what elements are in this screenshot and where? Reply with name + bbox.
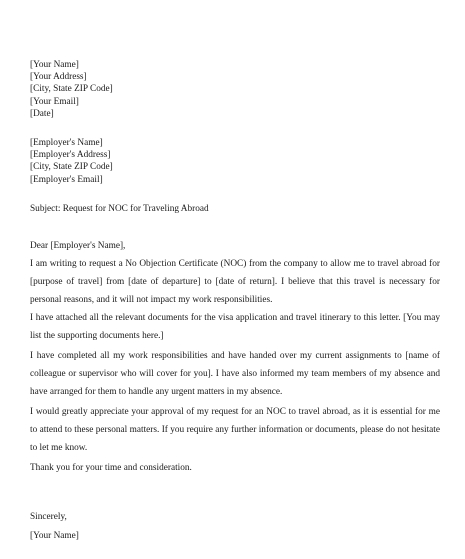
sender-city-state-zip: [City, State ZIP Code] [30, 84, 113, 95]
paragraph-text: I have completed all my work responsibilities and have handed over my current assignments to [name of colleague or supervisor who will cover for you]. I have also informed my team members of my absence and have arranged for them to handle any urgent matters in my absence. [30, 351, 440, 398]
sender-name: [Your Name] [30, 60, 79, 70]
recipient-email: [Employer's Email] [30, 174, 103, 185]
body-paragraph-1 [30, 255, 440, 310]
body-paragraph-3 [30, 347, 440, 402]
salutation-text: Dear [Employer's Name], [30, 241, 126, 251]
body-paragraph-2 [30, 309, 440, 345]
recipient-city-state-zip: [City, State ZIP Code] [30, 162, 113, 173]
sender-address: [Your Address] [30, 72, 87, 83]
recipient-address: [Employer's Address] [30, 150, 111, 161]
subject-text: Subject: Request for NOC for Traveling Abroad [30, 204, 209, 214]
paragraph-text: I would greatly appreciate your approval of my request for an NOC to travel abroad, as it is essential for me to attend to these personal matters. If you require any further information or documents, please do not hesitate to let me know. [30, 407, 440, 454]
salutation [30, 240, 440, 252]
signature [30, 530, 440, 542]
closing-text: Sincerely, [30, 512, 67, 522]
paragraph-text: I am writing to request a No Objection Certificate (NOC) from the company to allow me to travel abroad for [purpose of travel] from [date of departure] to [date of return]. I believe that this travel is necessary for personal reasons, and it will not impact my work responsibilities. [30, 259, 440, 306]
paragraph-text: Thank you for your time and consideration. [30, 463, 192, 473]
paragraph-text: I have attached all the relevant documents for the visa application and travel itinerary to this letter. [You may list the supporting documents here.] [30, 313, 440, 342]
sender-address-block [30, 59, 440, 120]
body-paragraph-5 [30, 462, 440, 474]
recipient-address-block [30, 137, 440, 186]
sender-email: [Your Email] [30, 96, 79, 107]
closing [30, 511, 440, 523]
subject-line [30, 203, 440, 215]
signature-name: [Your Name] [30, 531, 79, 541]
sender-date: [Date] [30, 108, 54, 119]
recipient-name: [Employer's Name] [30, 138, 103, 148]
body-paragraph-4 [30, 403, 440, 458]
